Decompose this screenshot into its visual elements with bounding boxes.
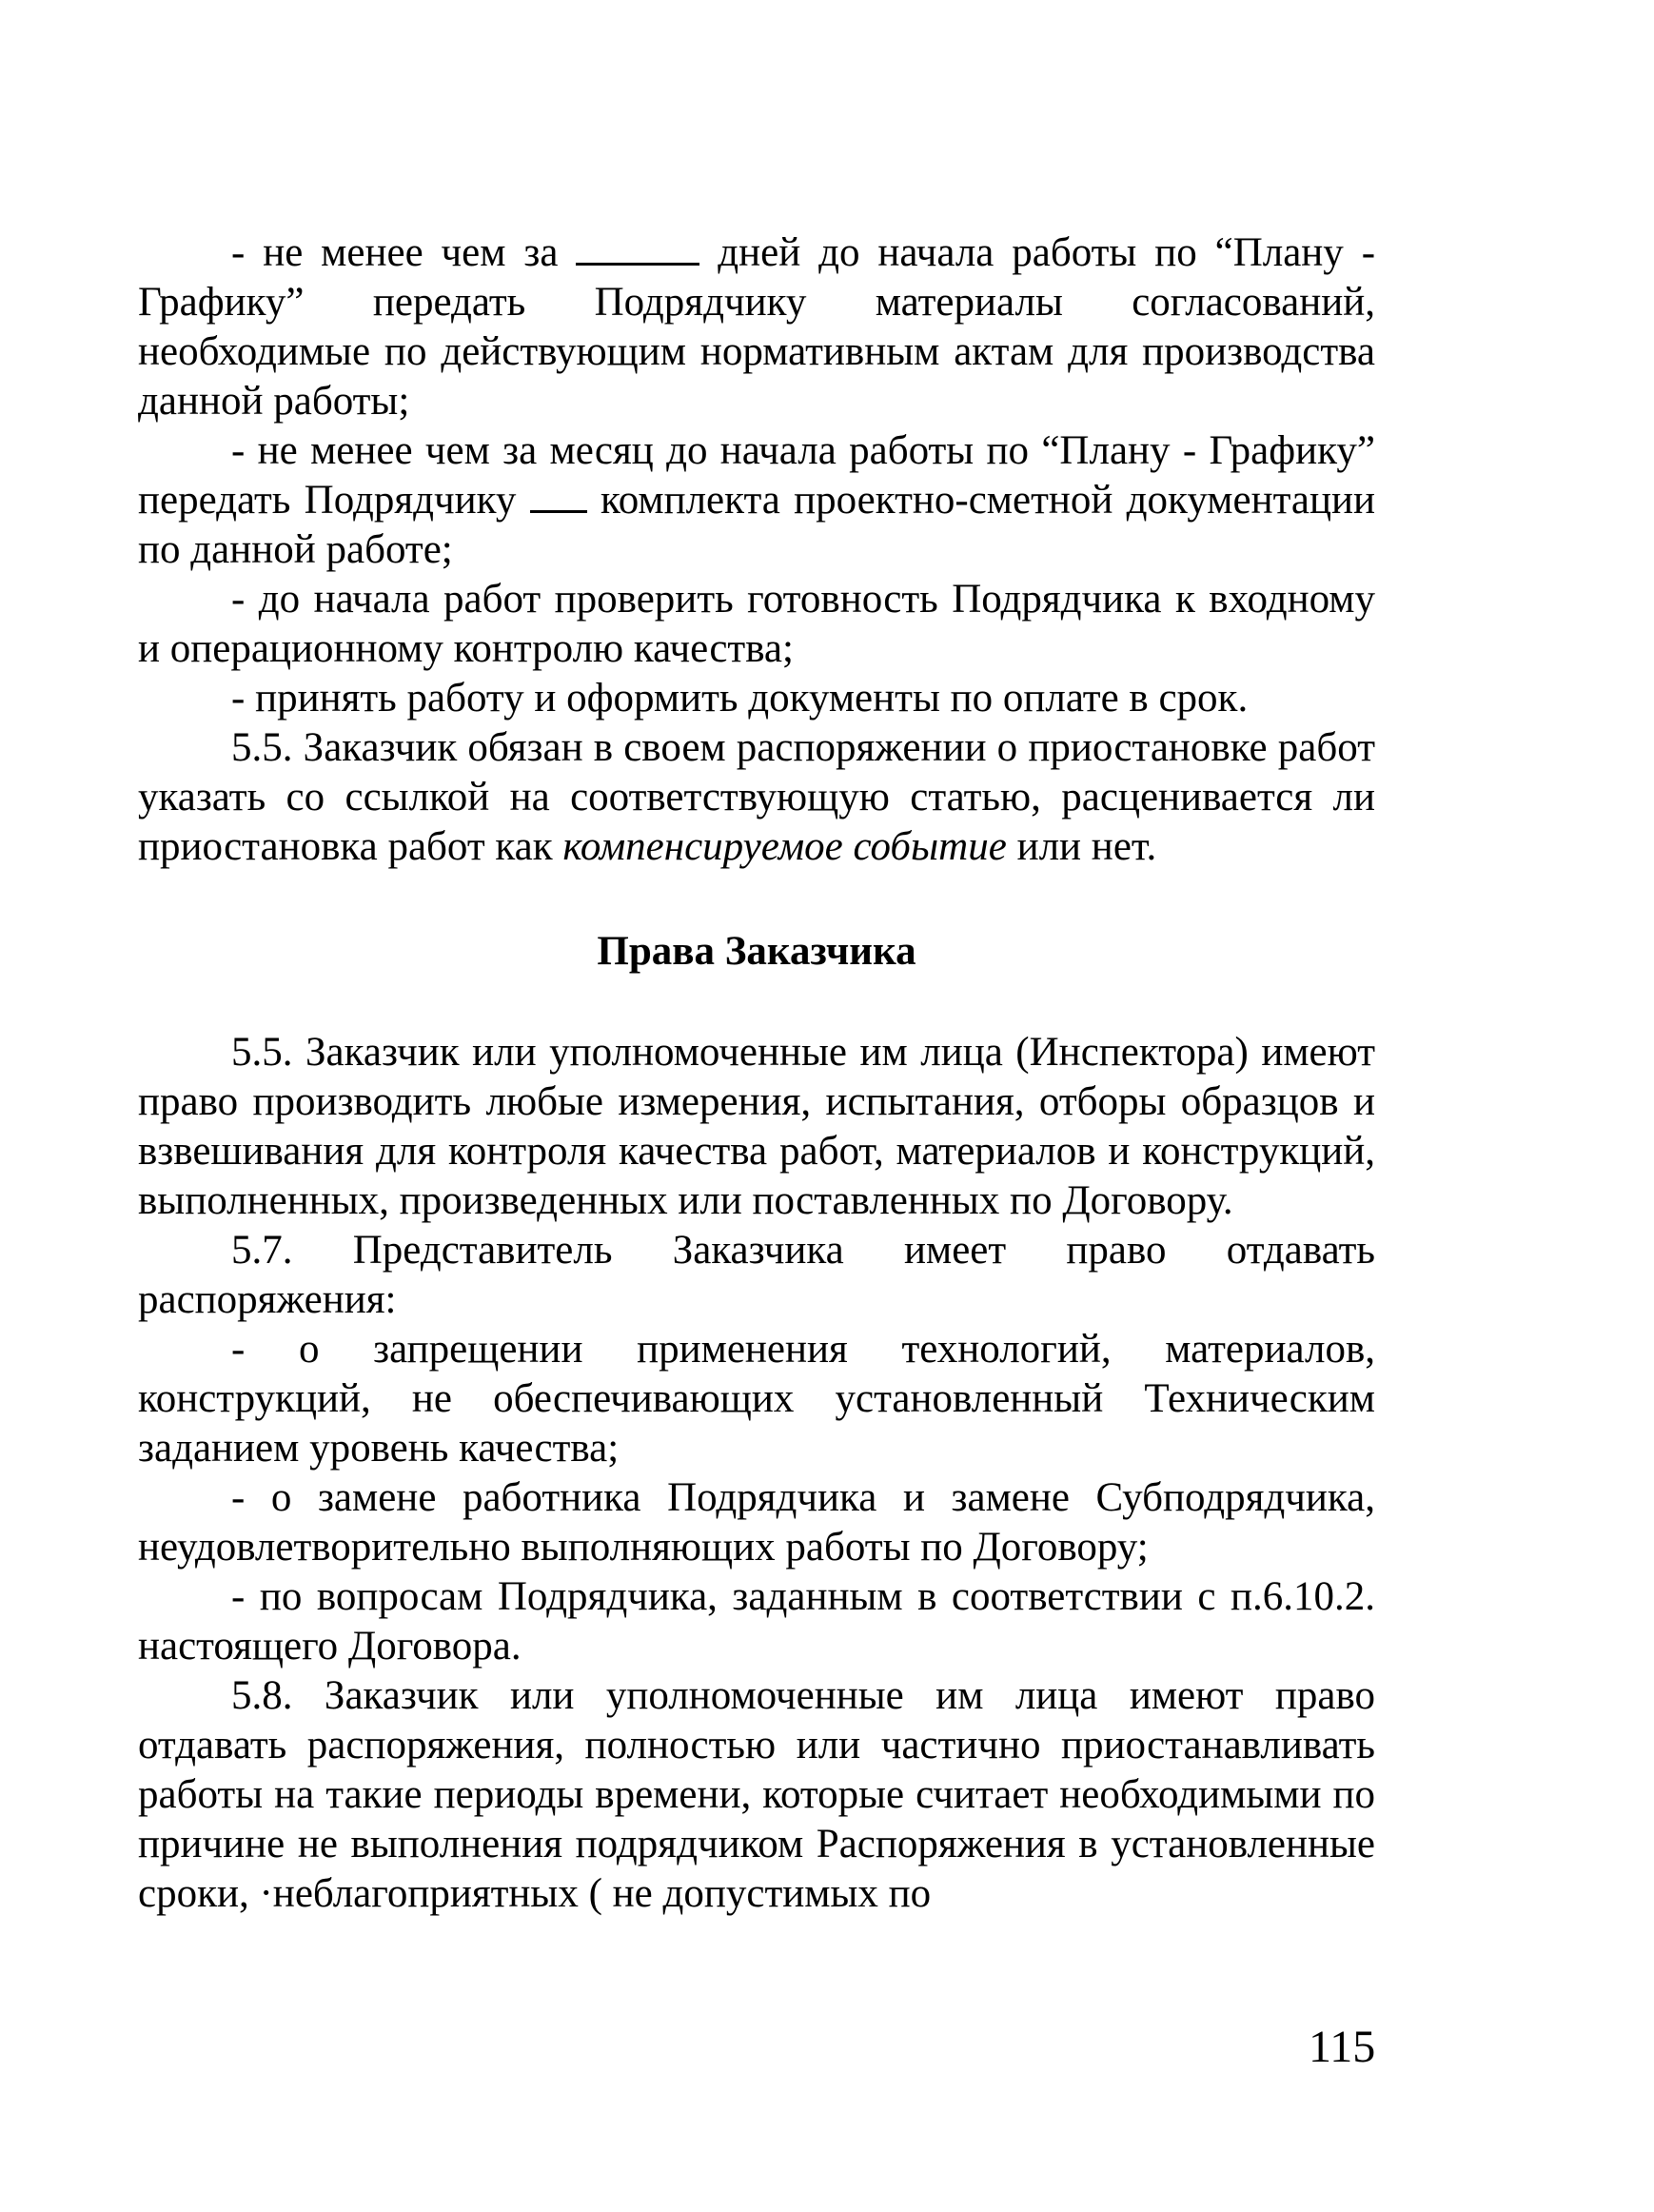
paragraph-text: 5.5. Заказчик обязан в своем распоряжении о приостановке работ указать со ссылкой на соответствующую статью, расценивается ли приостановка работ как	[138, 725, 1375, 869]
fill-in-blank	[530, 480, 587, 513]
page-body	[138, 228, 1375, 1919]
paragraph-text: - до начала работ проверить готовность Подрядчика к входному и операционному контролю качества;	[138, 577, 1375, 671]
paragraph-suspension-rights: 5.8. Заказчик или уполномоченные им лица имеют право отдавать распоряжения, полностью или частично приостанавливать работы на такие периоды времени, которые считает необходимыми по причине не выполнения подрядчиком Распоряжения в установленные сроки, ·неблагоприятных ( не допустимых по	[138, 1673, 1375, 1916]
paragraph-customer-duty-documentation	[138, 426, 1375, 575]
section-heading: Права Заказчика	[597, 929, 916, 974]
page-number: 115	[1309, 2022, 1376, 2072]
paragraph-order-replacement: - о замене работника Подрядчика и замене Субподрядчика, неудовлетворительно выполняющих работы по Договору;	[138, 1475, 1375, 1570]
paragraph-text: - принять работу и оформить документы по оплате в срок.	[231, 676, 1249, 721]
paragraph-text: - не менее чем за	[231, 230, 559, 275]
paragraph-representative-orders: 5.7. Представитель Заказчика имеет право отдавать распоряжения:	[138, 1228, 1375, 1322]
paragraph-text: или нет.	[1016, 824, 1157, 869]
paragraph-text: - не менее чем за месяц до начала работы по “Плану - Графику” передать Подрядчику	[138, 428, 1375, 523]
paragraph-order-technology-ban: - о запрещении применения технологий, материалов, конструкций, не обеспечивающих установленный Техническим заданием уровень качества;	[138, 1327, 1375, 1471]
paragraph-suspension-order	[138, 723, 1375, 872]
paragraph-text: дней до начала работы по “Плану - Графику” передать Подрядчику материалы согласований, необходимые по действующим нормативным актам для производства данной работы;	[138, 230, 1376, 424]
paragraph-customer-duty-approvals	[138, 228, 1375, 426]
paragraph-order-contractor-questions: - по вопросам Подрядчика, заданным в соответствии с п.6.10.2. настоящего Договора.	[138, 1574, 1375, 1669]
paragraph-italic-term: компенсируемое событие	[562, 824, 1007, 869]
paragraph-text: комплекта проектно-сметной документации по данной работе;	[138, 478, 1376, 572]
paragraph-customer-duty-readiness	[138, 575, 1375, 674]
paragraph-inspection-rights: 5.5. Заказчик или уполномоченные им лица (Инспектора) имеют право производить любые измерения, испытания, отборы образцов и взвешивания для контроля качества работ, материалов и конструкций, выполненных, произведенных или поставленных по Договору.	[138, 1030, 1375, 1223]
paragraph-customer-duty-acceptance	[138, 674, 1375, 723]
fill-in-blank	[576, 232, 699, 266]
